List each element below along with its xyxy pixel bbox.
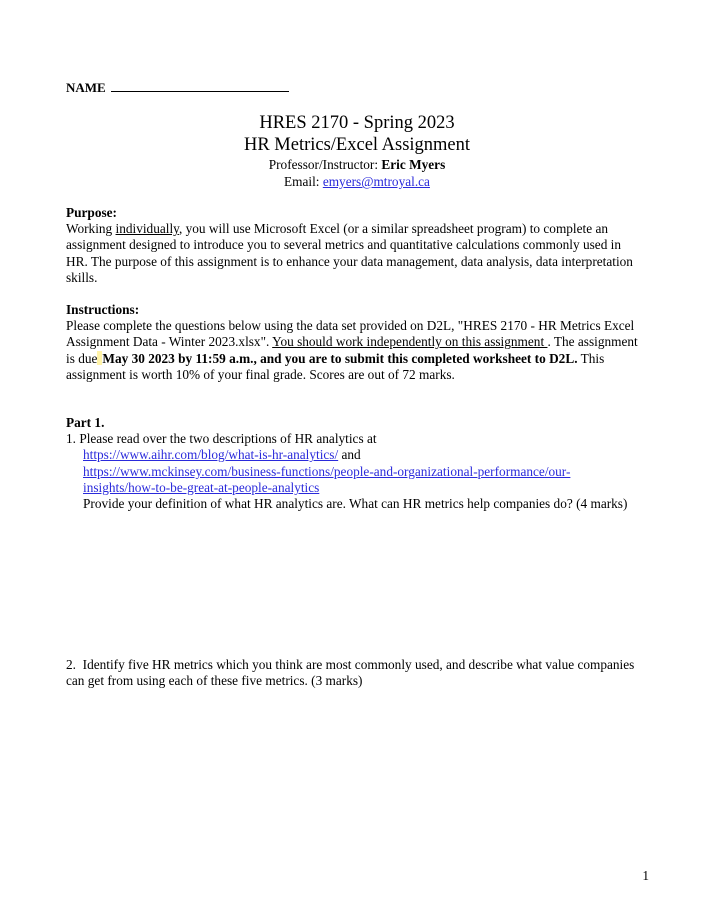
question-1-prompt: Provide your definition of what HR analytics are. What can HR metrics help companies do? (4 marks) (83, 496, 628, 512)
assignment-title: HR Metrics/Excel Assignment (243, 135, 471, 155)
instructions-section (66, 302, 646, 383)
email-label: Email: (284, 174, 320, 189)
instructions-text-1: Please complete the questions below using the data set provided on D2L, "HRES 2170 - HR Metrics Excel Assignment Data - Winter 2023.xlsx". (66, 318, 635, 350)
question-2-text: Identify five HR metrics which you think are most commonly used, and describe what value companies can get from using each of these five metrics. (3 marks) (66, 657, 635, 689)
email-line (0, 174, 714, 190)
instructions-due-date: May 30 2023 by 11:59 a.m., and you are to submit this completed worksheet to D2L. (102, 350, 578, 366)
part1-section (66, 415, 646, 512)
purpose-text-post: , you will use Microsoft Excel (or a similar spreadsheet program) to complete an assignment designed to introduce you to several metrics and quantitative calculations commonly used in HR. The purpose of this assignment is to enhance your data management, data analysis, data interpretation skills. (66, 221, 633, 285)
instructions-text-2: . The assignment is due (66, 334, 638, 366)
mckinsey-link[interactable]: https://www.mckinsey.com/business-functions/people-and-organizational-performance/our-insights/how-to-be-great-at-people-analytics (83, 463, 571, 495)
part1-heading: Part 1. (66, 415, 105, 430)
professor-name: Eric Myers (381, 157, 446, 172)
professor-line (0, 157, 714, 173)
purpose-section (66, 205, 646, 286)
instructions-underlined: You should work independently on this assignment (272, 334, 548, 350)
question-1 (66, 431, 646, 512)
instructions-heading: Instructions: (66, 302, 140, 317)
question-1-and: and (338, 447, 361, 463)
name-field (66, 80, 289, 96)
purpose-underlined: individually (115, 221, 179, 237)
purpose-heading: Purpose: (66, 205, 117, 220)
professor-label: Professor/Instructor: (268, 157, 379, 172)
purpose-text (66, 221, 646, 286)
name-label: NAME (66, 80, 106, 95)
aihr-link[interactable]: https://www.aihr.com/blog/what-is-hr-analytics/ (83, 447, 339, 463)
name-blank-line[interactable] (111, 80, 289, 92)
email-link[interactable]: emyers@mtroyal.ca (322, 174, 430, 189)
purpose-text-pre: Working (66, 221, 116, 237)
course-title: HRES 2170 - Spring 2023 (259, 113, 455, 133)
instructions-text-3: This assignment is worth 10% of your final grade. Scores are out of 72 marks. (66, 350, 605, 382)
question-1-number: 1. (66, 431, 76, 447)
question-2 (66, 657, 646, 689)
question-2-number: 2. (66, 657, 76, 672)
page-number: 1 (642, 868, 649, 883)
instructions-text (66, 318, 646, 383)
question-1-text: Please read over the two descriptions of HR analytics at (79, 431, 377, 447)
